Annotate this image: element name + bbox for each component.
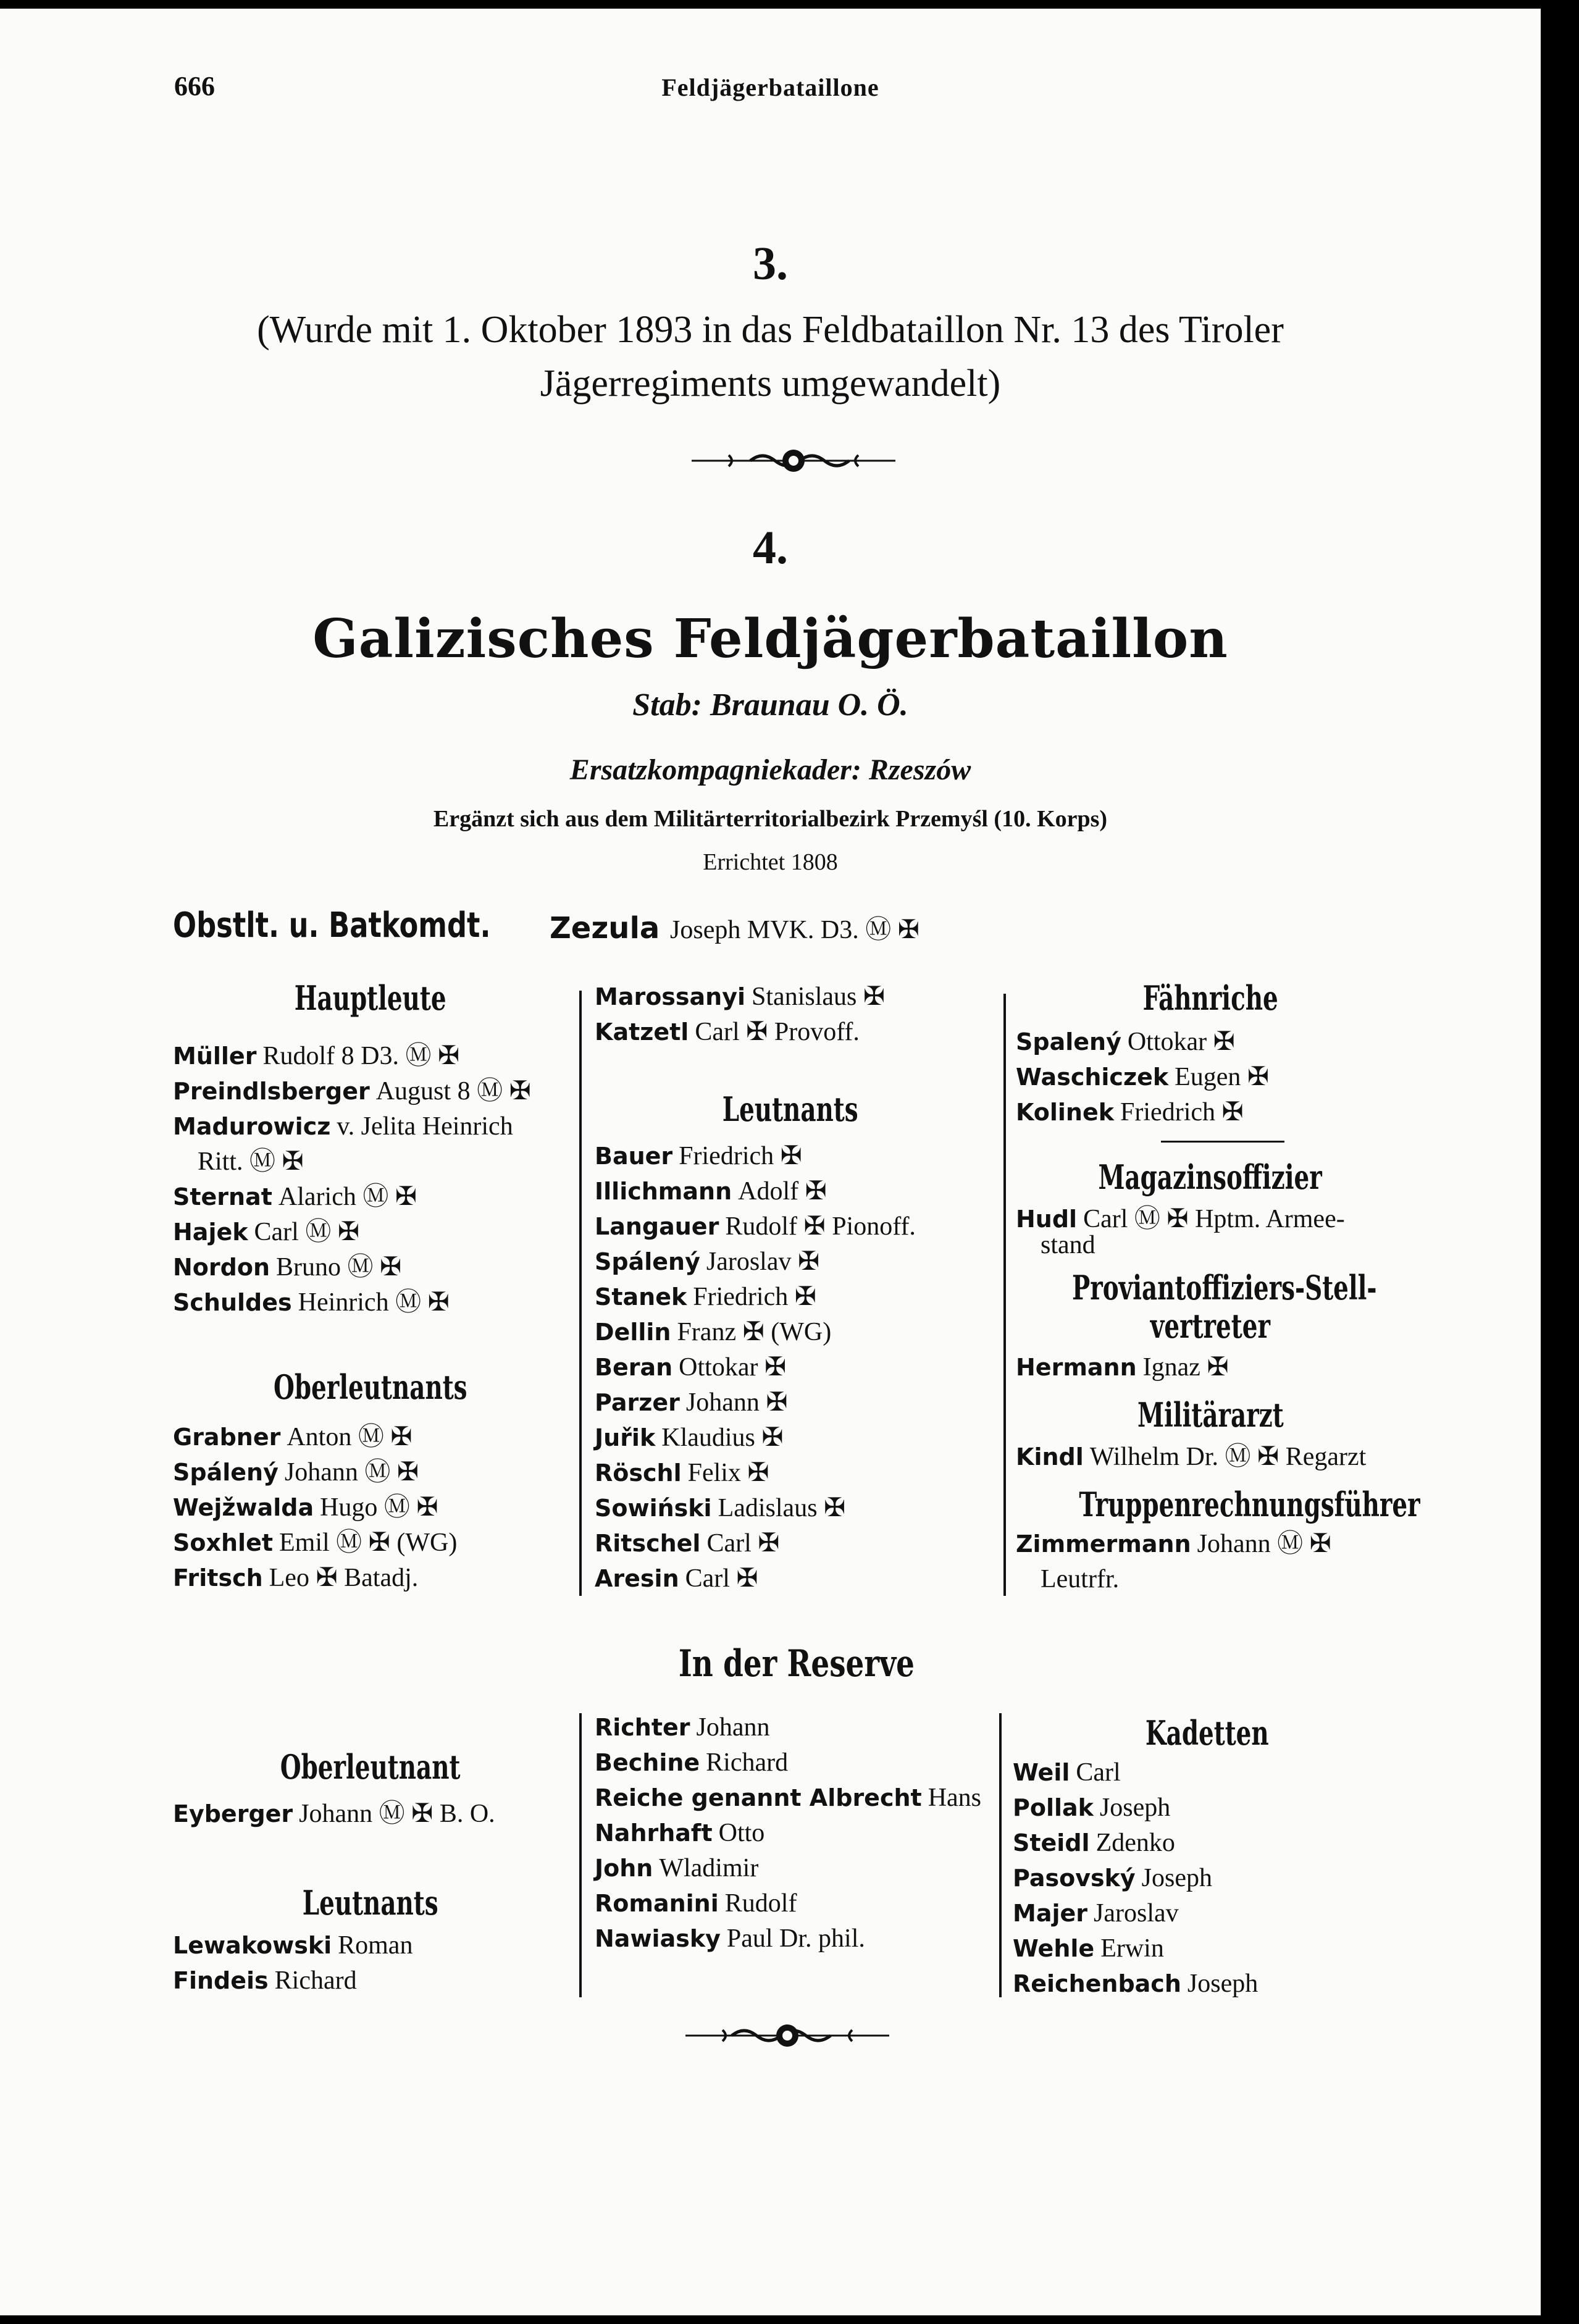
entry-surname: Katzetl [595,1018,689,1046]
document-page [0,9,1541,2315]
list-entry [595,1350,786,1385]
entry-surname: Richter [595,1714,690,1741]
list-entry [1016,1060,1269,1094]
list-entry [595,1851,758,1886]
entry-details: Johann Ⓜ ✠ [1197,1530,1331,1558]
heading-proviant: Proviantoffiziers-Stell- vertreter [1071,1268,1377,1346]
entry-details: Carl ✠ [685,1564,758,1593]
entry-surname: Müller [173,1042,257,1070]
entry-details: Johann Ⓜ ✠ [284,1458,419,1487]
entry-details: Friedrich ✠ [1120,1098,1244,1126]
list-entry [595,1491,845,1525]
list-entry [173,1797,495,1831]
entry-details: Bruno Ⓜ ✠ [276,1253,402,1282]
entry-details: Johann Ⓜ ✠ B. O. [299,1800,495,1828]
list-entry [595,1385,788,1420]
commander-rank: Obstlt. u. Batkomdt. [173,905,491,946]
short-rule [1161,1141,1284,1143]
entry-surname: Grabner [173,1424,281,1451]
heading-reserve-oberleutnant: Oberleutnant [280,1747,461,1787]
heading-hauptleute: Hauptleute [295,978,446,1018]
entry-surname: Madurowicz [173,1113,331,1140]
entry-surname: Aresin [595,1565,679,1592]
list-entry [173,1963,357,1998]
entry-surname: Findeis [173,1967,269,1994]
ornament-divider [692,444,895,477]
list-entry [595,1244,819,1279]
entry-surname: John [595,1855,653,1882]
list-entry [173,1561,418,1595]
entry-surname: Soxhlet [173,1529,274,1556]
list-entry [595,1420,784,1455]
entry-surname: Stanek [595,1283,687,1311]
list-entry [173,1180,417,1214]
entry-surname: Steidl [1013,1829,1090,1856]
list-entry [1013,1896,1179,1931]
list-entry [595,1921,865,1956]
entry-details: Alarich Ⓜ ✠ [278,1183,417,1211]
list-entry [595,1526,779,1561]
section-3-note-line2: Jägerregiments umgewandelt) [540,363,1001,405]
entry-surname: Parzer [595,1389,680,1416]
list-entry [173,1420,413,1454]
entry-surname: Schuldes [173,1289,292,1316]
entry-surname: Wehle [1013,1935,1095,1962]
entry-surname: Dellin [595,1319,671,1346]
list-entry [1041,1228,1095,1262]
scan-border [1541,0,1579,2324]
battalion-title: Galizisches Feldjägerbataillon [312,608,1228,670]
entry-details: Rudolf [724,1889,797,1918]
entry-details: stand [1041,1231,1095,1259]
list-entry [595,1781,981,1815]
list-entry [173,1285,450,1320]
entry-surname: Kindl [1016,1443,1084,1470]
entry-details: Zdenko [1095,1829,1175,1857]
entry-details: Johann ✠ [685,1388,788,1417]
list-entry [173,1490,438,1525]
entry-surname: Reiche genannt Albrecht [595,1784,922,1811]
entry-details: Otto [718,1819,765,1847]
list-entry [173,1455,419,1490]
entry-details: August 8 Ⓜ ✠ [375,1077,531,1105]
entry-surname: Beran [595,1354,673,1381]
list-entry [173,1074,531,1109]
entry-details: Ignaz ✠ [1142,1353,1229,1382]
list-entry [173,1215,359,1249]
entry-surname: Spálený [595,1248,700,1275]
entry-details: Carl ✠ [706,1529,780,1558]
section-4-number: 4. [753,522,788,574]
entry-surname: Illichmann [595,1178,732,1205]
list-entry [595,1816,764,1850]
heading-magazinsoffizier: Magazinsoffizier [1098,1157,1323,1197]
list-entry [595,1710,770,1745]
section-3-number: 3. [753,238,788,290]
list-entry [1013,1966,1258,2001]
entry-surname: Hudl [1016,1206,1078,1233]
entry-details: Joseph [1187,1970,1259,1998]
entry-details: Joseph [1099,1793,1171,1822]
commander-given: Joseph MVK. D3. Ⓜ ✠ [670,916,919,944]
entry-details: Erwin [1100,1934,1164,1963]
entry-surname: Bechine [595,1749,700,1776]
list-entry [1016,1350,1229,1385]
section-3-note-line1: (Wurde mit 1. Oktober 1893 in das Feldbataillon Nr. 13 des Tiroler [257,309,1284,351]
commander-name [550,909,919,946]
replacement-cadre: Ersatzkompagniekader: Rzeszów [569,753,971,786]
entry-details: Wilhelm Dr. Ⓜ ✠ Regarzt [1089,1443,1367,1471]
running-title: Feldjägerbataillone [661,73,879,101]
entry-details: Heinrich Ⓜ ✠ [298,1288,450,1317]
established-year: Errichtet 1808 [703,849,838,875]
entry-surname: Lewakowski [173,1932,332,1959]
list-entry [1016,1440,1366,1474]
entry-details: Felix ✠ [687,1459,769,1487]
list-entry [1013,1861,1212,1895]
heading-militaerarzt: Militärarzt [1137,1395,1284,1435]
entry-surname: Hajek [173,1219,248,1246]
entry-surname: Bauer [595,1143,673,1170]
heading-reserve-leutnants: Leutnants [303,1883,438,1923]
entry-details: Rudolf ✠ Pionoff. [725,1212,916,1241]
entry-details: Carl [1076,1758,1121,1787]
entry-details: Roman [338,1931,413,1960]
entry-surname: Kolinek [1016,1099,1115,1126]
list-entry [1016,1527,1331,1561]
commander-surname: Zezula [550,911,660,946]
entry-surname: Fritsch [173,1564,263,1592]
list-entry [595,980,885,1014]
entry-surname: Romanini [595,1890,719,1917]
list-entry [173,1250,401,1285]
entry-surname: Pollak [1013,1794,1094,1821]
list-entry [1013,1826,1175,1860]
page-number: 666 [174,71,215,101]
entry-details: Friedrich ✠ [679,1142,802,1170]
entry-surname: Wejžwalda [173,1494,314,1521]
entry-details: Rudolf 8 D3. Ⓜ ✠ [262,1042,460,1070]
entry-details: Carl Ⓜ ✠ Hptm. Armee- [1083,1205,1345,1233]
entry-details: Emil Ⓜ ✠ (WG) [279,1529,458,1557]
list-entry [1016,1095,1244,1130]
entry-surname: Sternat [173,1183,272,1210]
column-separator [579,1713,582,1997]
list-entry [595,1174,827,1209]
recruitment-district: Ergänzt sich aus dem Militärterritorialbezirk Przemyśl (10. Korps) [433,806,1108,832]
entry-surname: Juřik [595,1424,656,1451]
entry-details: Carl Ⓜ ✠ [254,1218,360,1246]
entry-details: Ladislaus ✠ [718,1494,846,1522]
entry-details: Richard [274,1966,357,1995]
list-entry [198,1144,304,1179]
heading-reserve: In der Reserve [678,1642,915,1685]
entry-details: Ritt. Ⓜ ✠ [198,1147,304,1176]
entry-details: Carl ✠ Provoff. [695,1018,860,1046]
entry-surname: Preindlsberger [173,1078,370,1105]
entry-surname: Eyberger [173,1800,293,1827]
list-entry [595,1456,769,1490]
list-entry [595,1886,797,1921]
entry-details: Anton Ⓜ ✠ [287,1423,413,1451]
list-entry [173,1039,459,1073]
entry-surname: Hermann [1016,1354,1137,1381]
list-entry [173,1109,513,1144]
entry-details: Hans [928,1784,982,1812]
entry-surname: Nahrhaft [595,1819,713,1847]
entry-details: Joseph [1141,1864,1212,1892]
entry-surname: Langauer [595,1213,719,1240]
ornament-divider [685,2019,889,2052]
list-entry [1016,1025,1235,1059]
entry-surname: Majer [1013,1900,1087,1927]
column-separator [579,991,582,1596]
entry-details: Richard [706,1748,789,1777]
entry-surname: Röschl [595,1459,682,1487]
entry-surname: Zimmermann [1016,1530,1191,1558]
list-entry [1013,1931,1164,1966]
entry-details: Paul Dr. phil. [726,1924,865,1953]
list-entry [595,1745,788,1780]
entry-details: v. Jelita Heinrich [337,1112,513,1141]
list-entry [595,1015,860,1049]
entry-surname: Spalený [1016,1028,1121,1055]
entry-details: Adolf ✠ [738,1177,827,1206]
list-entry [595,1209,916,1244]
entry-details: Ottokar ✠ [1127,1028,1235,1056]
entry-surname: Weil [1013,1759,1070,1786]
entry-details: Friedrich ✠ [693,1283,816,1311]
list-entry [1041,1562,1119,1596]
entry-details: Jaroslav [1094,1899,1179,1928]
list-entry [595,1139,802,1173]
entry-details: Johann [696,1713,770,1742]
entry-surname: Nordon [173,1254,270,1281]
entry-surname: Reichenbach [1013,1970,1181,1997]
entry-details: Leutrfr. [1041,1565,1120,1593]
list-entry [173,1525,457,1560]
column-separator [999,1713,1002,1997]
heading-oberleutnants: Oberleutnants [274,1367,467,1407]
staff-location: Stab: Braunau O. Ö. [632,687,908,723]
entry-surname: Spálený [173,1459,279,1486]
list-entry [173,1928,413,1963]
entry-details: Wladimir [659,1854,759,1882]
entry-details: Ottokar ✠ [679,1353,787,1382]
list-entry [1013,1755,1121,1790]
entry-surname: Ritschel [595,1530,701,1557]
entry-details: Leo ✠ Batadj. [269,1564,419,1592]
heading-leutnants: Leutnants [722,1089,858,1129]
entry-details: Jaroslav ✠ [706,1248,820,1276]
entry-surname: Marossanyi [595,983,746,1010]
entry-surname: Sowiński [595,1495,712,1522]
heading-faehnriche: Fähnriche [1142,978,1278,1018]
entry-details: Stanislaus ✠ [752,983,886,1011]
entry-surname: Waschiczek [1016,1063,1169,1091]
entry-details: Klaudius ✠ [661,1424,784,1452]
entry-details: Eugen ✠ [1175,1063,1270,1091]
heading-kadetten: Kadetten [1146,1713,1269,1753]
list-entry [595,1561,758,1596]
entry-details: Hugo Ⓜ ✠ [320,1493,438,1522]
list-entry [1013,1790,1170,1825]
list-entry [595,1280,816,1314]
entry-details: Franz ✠ (WG) [677,1318,832,1346]
entry-surname: Pasovský [1013,1865,1136,1892]
entry-surname: Nawiasky [595,1925,721,1952]
heading-truppenrechnungsfuehrer: Truppenrechnungsführer [1079,1485,1420,1524]
column-separator [1003,994,1006,1596]
list-entry [595,1315,831,1349]
